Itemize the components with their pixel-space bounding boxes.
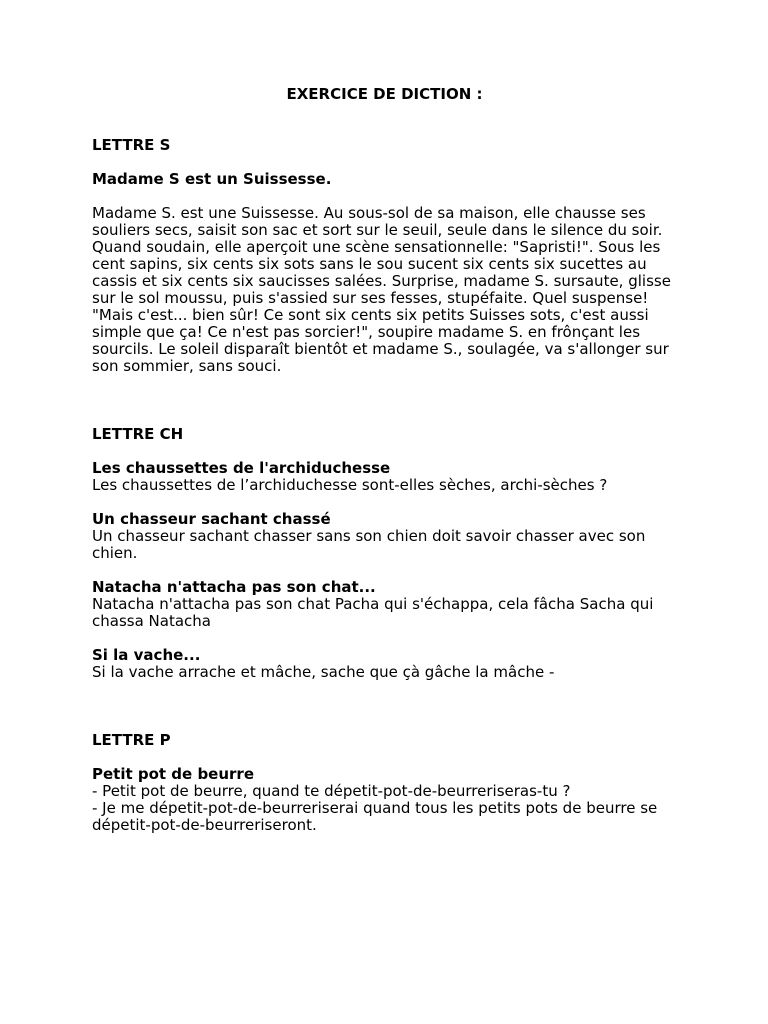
section-heading: LETTRE S (92, 136, 171, 154)
dialogue-line: - Petit pot de beurre, quand te dépetit-pot-de-beurreriseras-tu ? (92, 782, 571, 800)
exercise-item (92, 647, 692, 681)
exercise-subtitle: Les chaussettes de l'archiduchesse (92, 459, 391, 477)
exercise-text: Natacha n'attacha pas son chat Pacha qui s'échappa, cela fâcha Sacha qui chassa Natacha (92, 595, 654, 630)
exercise-text: Les chaussettes de l’archiduchesse sont-elles sèches, archi-sèches ? (92, 476, 608, 494)
section-heading: LETTRE CH (92, 425, 184, 443)
exercise-text: Un chasseur sachant chasser sans son chien doit savoir chasser avec son chien. (92, 527, 646, 562)
section-heading: LETTRE P (92, 731, 171, 749)
dialogue-line: - Je me dépetit-pot-de-beurreriserai quand tous les petits pots de beurre se dépetit-pot-de-beurreriseront. (92, 799, 658, 834)
section-lettre-s (92, 137, 692, 375)
exercise-subtitle: Si la vache... (92, 646, 201, 664)
section-subtitle: Petit pot de beurre (92, 765, 254, 783)
document-page (92, 86, 692, 834)
document-title: EXERCICE DE DICTION : (286, 85, 483, 103)
section-lettre-ch (92, 426, 692, 681)
exercise-item (92, 460, 692, 494)
section-lettre-p (92, 732, 692, 834)
exercise-item (92, 511, 692, 562)
exercise-item (92, 579, 692, 630)
exercise-subtitle: Natacha n'attacha pas son chat... (92, 578, 376, 596)
exercise-subtitle: Un chasseur sachant chassé (92, 510, 331, 528)
section-paragraph: Madame S. est une Suissesse. Au sous-sol de sa maison, elle chausse ses souliers secs, saisit son sac et sort sur le seuil, seule dans le silence du soir. Quand soudain, elle aperçoit une scène sensationnelle: "Sapristi!". Sous les cent sapins, six cents six sots sans le sou sucent six cents six sucettes au cassis et six cents six saucisses salées. Surprise, madame S. sursaute, glisse sur le sol moussu, puis s'assied sur ses fesses, stupéfaite. Quel suspense! "Mais c'est... bien sûr! Ce sont six cents six petits Suisses sots, c'est aussi simple que ça! Ce n'est pas sorcier!", soupire madame S. en frônçant les sourcils. Le soleil disparaît bientôt et madame S., soulagée, va s'allonger sur son sommier, sans souci. (92, 204, 671, 375)
exercise-text: Si la vache arrache et mâche, sache que çà gâche la mâche - (92, 663, 555, 681)
section-subtitle: Madame S est un Suissesse. (92, 170, 332, 188)
